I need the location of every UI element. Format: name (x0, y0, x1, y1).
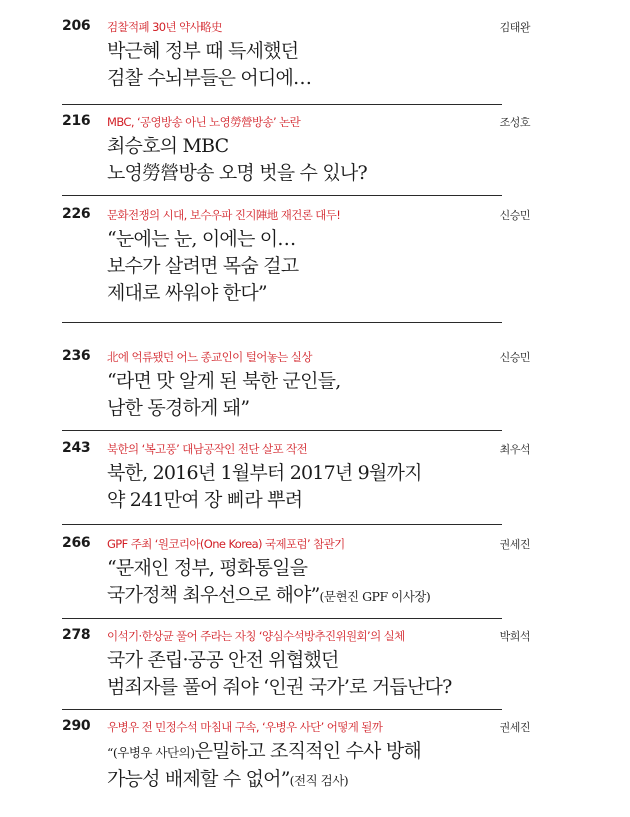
article-headline (107, 460, 537, 514)
author-name: 최우석 (499, 443, 530, 456)
article-kicker: 우병우 전 민정수석 마침내 구속, ‘우병우 사단’ 어떻게 될까 (107, 720, 383, 734)
headline-line (107, 766, 537, 794)
article-headline (107, 555, 537, 610)
headline-line (107, 582, 537, 610)
headline-line (107, 487, 537, 514)
author-name: 신승민 (499, 351, 530, 364)
headline-text: “문재인 정부, 평화통일을 (107, 557, 308, 579)
headline-text: 제대로 싸워야 한다” (107, 282, 267, 304)
headline-line (107, 38, 537, 65)
article-kicker: 문화전쟁의 시대, 보수우파 진지陣地 재건론 대두! (107, 208, 341, 222)
headline-text: 박근혜 정부 때 득세했던 (107, 40, 299, 62)
headline-line (107, 674, 537, 701)
headline-line (107, 133, 537, 160)
entry-divider (62, 709, 502, 710)
page-number: 216 (62, 113, 91, 129)
article-headline (107, 368, 537, 422)
article-headline (107, 133, 537, 187)
article-kicker: MBC, ‘공영방송 아닌 노영勞營방송’ 논란 (107, 115, 301, 129)
article-kicker: 북한의 ‘복고풍’ 대남공작인 전단 살포 작전 (107, 442, 308, 456)
article-kicker: 北에 억류됐던 어느 종교인이 털어놓는 실상 (107, 350, 312, 364)
headline-line (107, 738, 537, 766)
headline-text: 국가 존립·공공 안전 위협했던 (107, 649, 339, 671)
article-kicker: 검찰적폐 30년 약사略史 (107, 20, 222, 34)
headline-text: 범죄자를 풀어 줘야 ‘인권 국가’로 거듭난다? (107, 676, 452, 698)
headline-text: “눈에는 눈, 이에는 이… (107, 228, 296, 250)
headline-line (107, 460, 537, 487)
page-number: 290 (62, 718, 91, 734)
page-number: 206 (62, 18, 91, 34)
headline-line (107, 555, 537, 582)
article-headline (107, 647, 537, 701)
headline-text: 국가정책 최우선으로 해야” (107, 584, 320, 606)
headline-text: 노영勞營방송 오명 벗을 수 있나? (107, 162, 367, 184)
headline-text: 가능성 배제할 수 없어” (107, 768, 290, 790)
headline-line (107, 647, 537, 674)
headline-text: “라면 맛 알게 된 북한 군인들, (107, 370, 341, 392)
page-number: 243 (62, 440, 91, 456)
entry-divider (62, 430, 502, 431)
author-name: 김태완 (499, 21, 530, 34)
article-headline (107, 226, 537, 307)
article-kicker: 이석기·한상균 풀어 주라는 자칭 ‘양심수석방추진위원회’의 실체 (107, 629, 405, 643)
headline-text: 최승호의 MBC (107, 135, 229, 157)
headline-prefix: “(우병우 사단의) (107, 745, 195, 760)
headline-text: 약 241만여 장 삐라 뿌려 (107, 489, 303, 511)
headline-attribution: (전직 검사) (289, 773, 349, 788)
entry-divider (62, 195, 502, 196)
headline-line (107, 160, 537, 187)
headline-text: 은밀하고 조직적인 수사 방해 (194, 740, 421, 762)
article-headline (107, 738, 537, 794)
page-number: 226 (62, 206, 91, 222)
page-number: 266 (62, 535, 91, 551)
headline-text: 검찰 수뇌부들은 어디에… (107, 67, 312, 89)
headline-line (107, 395, 537, 422)
headline-line (107, 65, 537, 92)
headline-text: 보수가 살려면 목숨 걸고 (107, 255, 299, 277)
author-name: 조성호 (499, 116, 530, 129)
entry-divider (62, 322, 502, 323)
author-name: 박희석 (499, 630, 530, 643)
author-name: 권세진 (499, 538, 530, 551)
page-number: 278 (62, 627, 91, 643)
author-name: 권세진 (499, 721, 530, 734)
headline-attribution: (문현진 GPF 이사장) (319, 589, 431, 604)
headline-text: 북한, 2016년 1월부터 2017년 9월까지 (107, 462, 422, 484)
entry-divider (62, 524, 502, 525)
headline-text: 남한 동경하게 돼” (107, 397, 250, 419)
article-kicker: GPF 주최 ‘원코리아(One Korea) 국제포럼’ 참관기 (107, 537, 345, 551)
headline-line (107, 280, 537, 307)
entry-divider (62, 104, 502, 105)
entry-divider (62, 618, 502, 619)
headline-line (107, 253, 537, 280)
page-number: 236 (62, 348, 91, 364)
article-headline (107, 38, 537, 92)
headline-line (107, 226, 537, 253)
author-name: 신승민 (499, 209, 530, 222)
headline-line (107, 368, 537, 395)
